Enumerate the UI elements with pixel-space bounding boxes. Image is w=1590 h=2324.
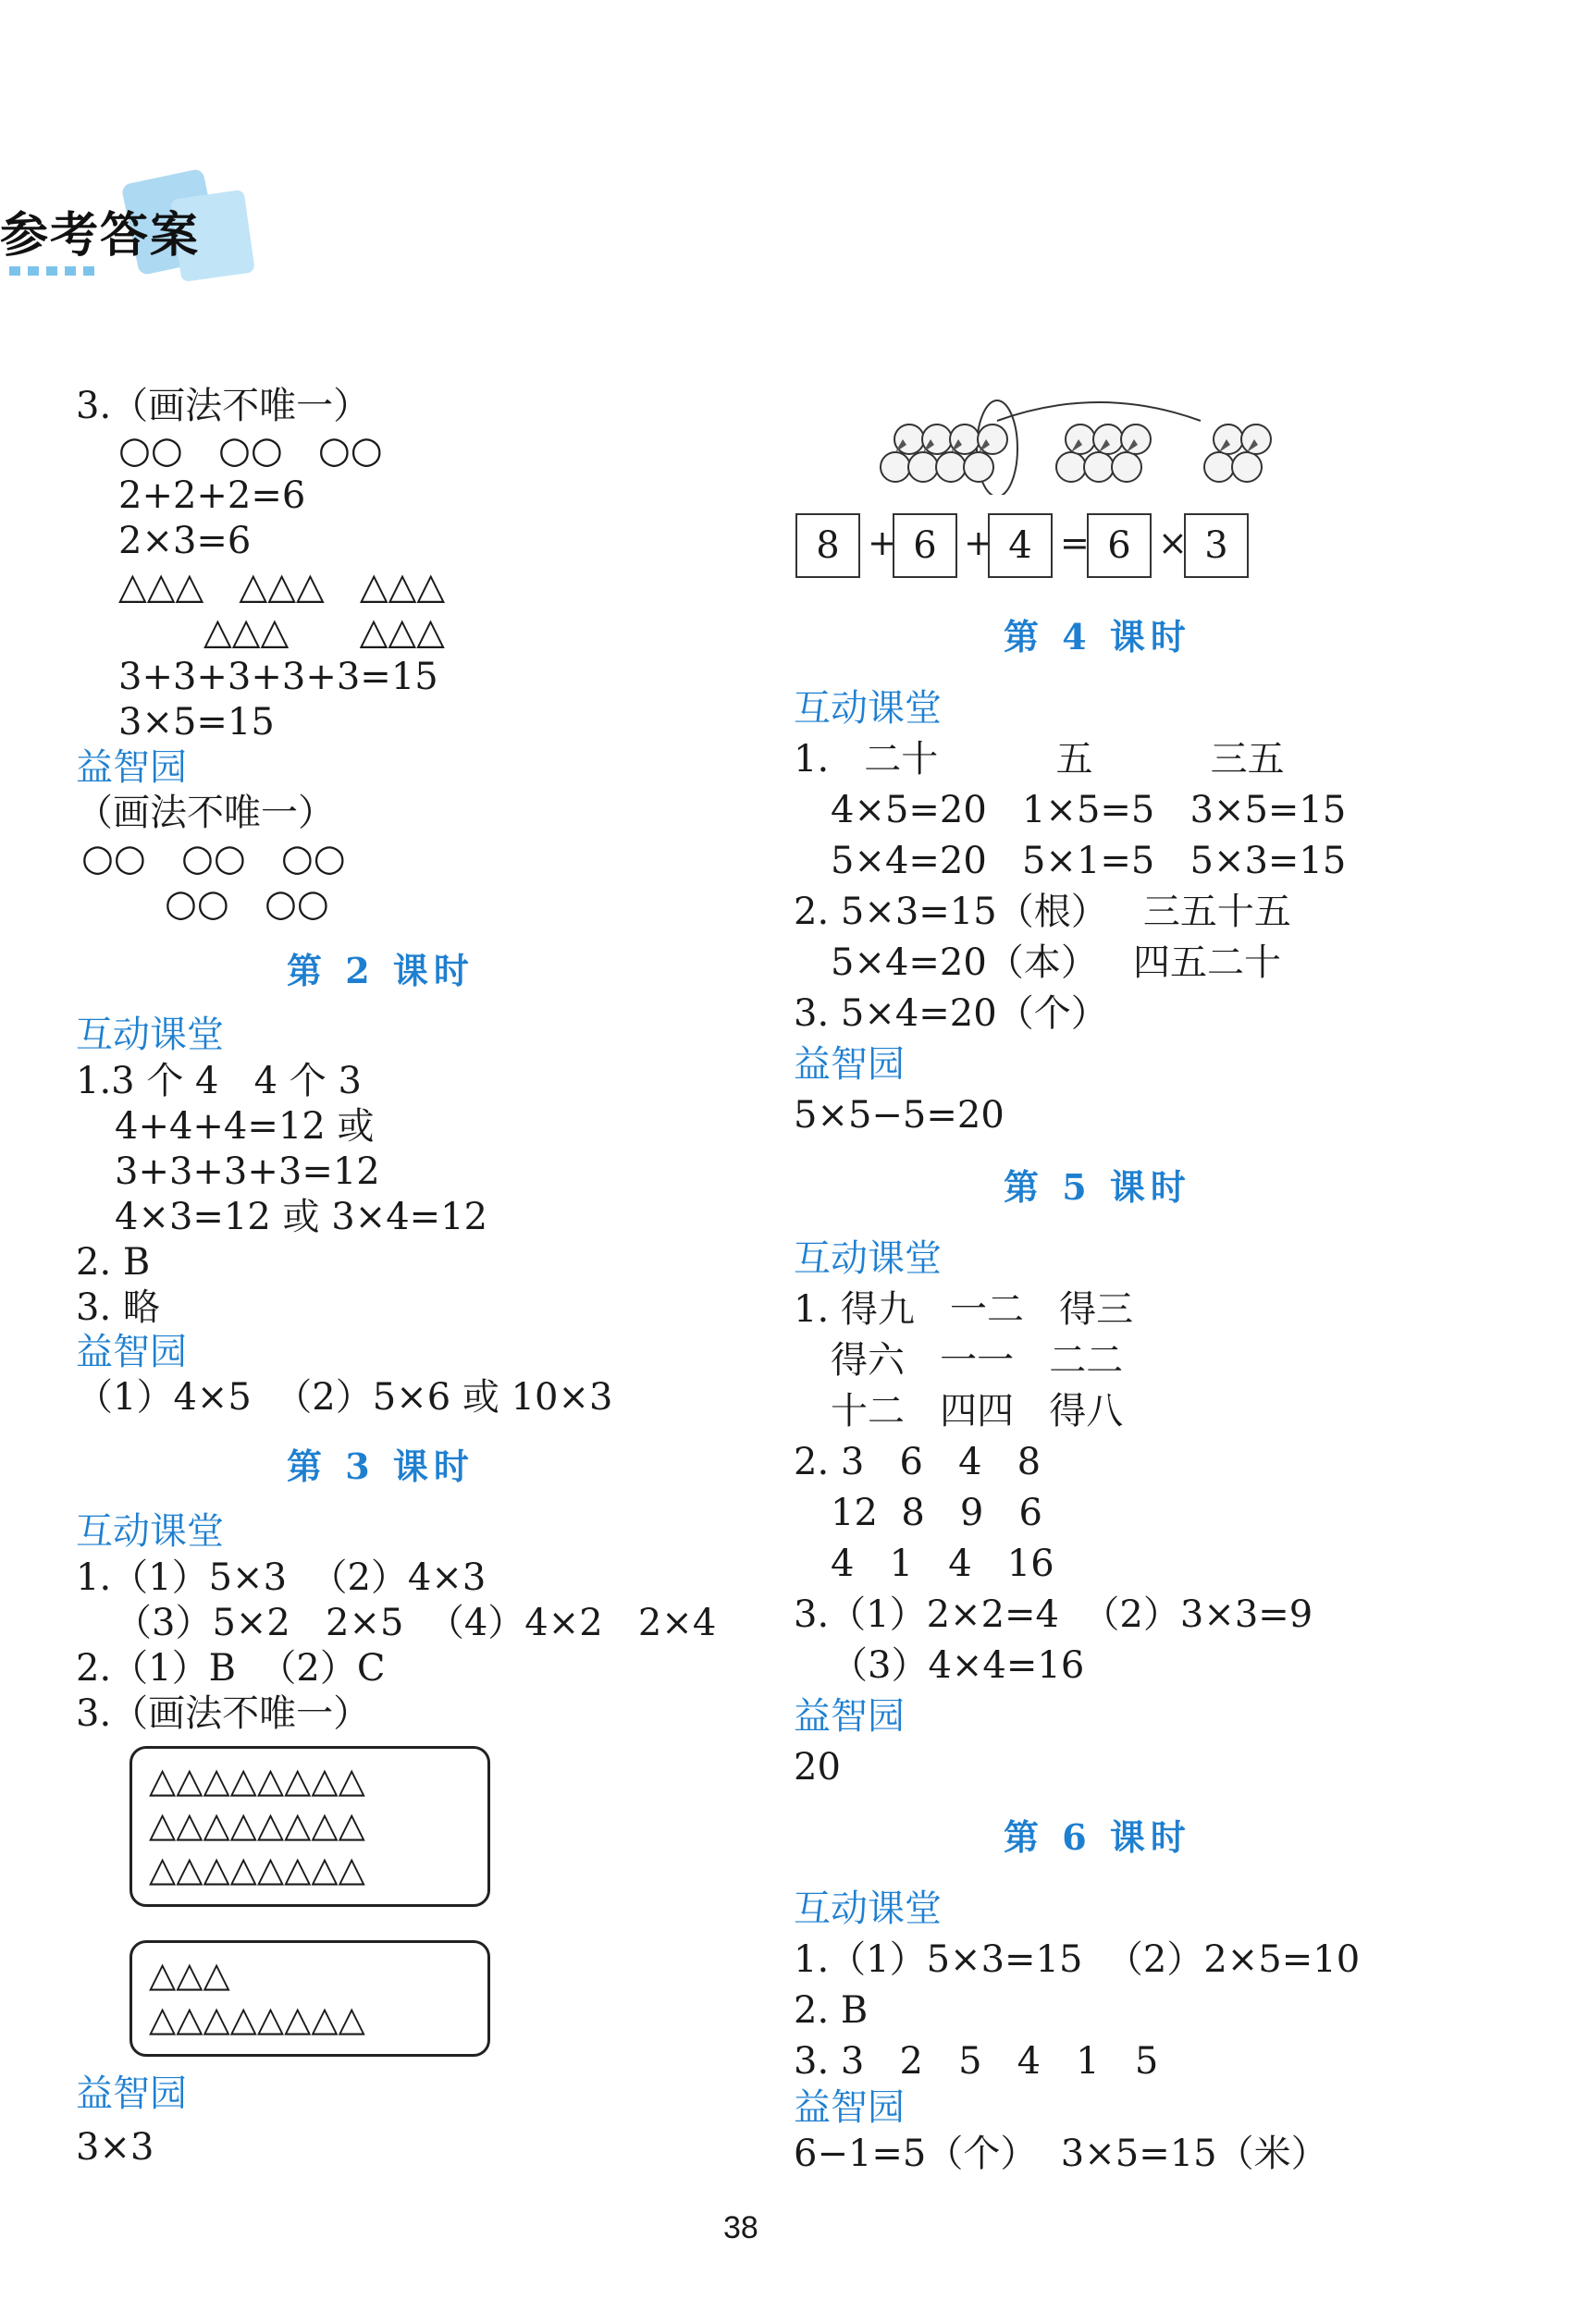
- note: （画法不唯一）: [76, 792, 335, 834]
- answer-line: 3×3: [76, 2126, 154, 2169]
- lesson-title: 第 2 课时: [287, 950, 475, 991]
- sequence-box: 6: [1087, 513, 1152, 578]
- answer-line: 4+4+4=12 或: [115, 1105, 375, 1148]
- section-heading-hudong: 互动课堂: [76, 1510, 224, 1553]
- section-heading-yizhiyuan: 益智园: [76, 1331, 187, 1373]
- answer-line: 1.（1）5×3=15 （2）2×5=10: [794, 1938, 1361, 1981]
- answer-line: 2. B: [76, 1241, 151, 1284]
- triangle-box-1: [129, 1746, 490, 1907]
- answer-line: 2. 3 6 4 8: [794, 1441, 1042, 1483]
- answer-line: 得六 一一 二二: [831, 1339, 1124, 1382]
- answer-line: 5×4=20（本） 四五二十: [831, 941, 1281, 984]
- answer-line: （3）4×4=16: [831, 1644, 1085, 1687]
- section-heading-yizhiyuan: 益智园: [76, 2072, 187, 2115]
- triangles-row: △△△ △△△ △△△: [118, 565, 446, 608]
- section-heading-yizhiyuan: 益智园: [794, 1043, 905, 1086]
- section-heading-yizhiyuan: 益智园: [76, 746, 187, 789]
- triangle-row: △△△△△△△△: [149, 1849, 365, 1889]
- circles-row: ○○ ○○ ○○: [81, 837, 346, 879]
- q3-heading: 3.（画法不唯一）: [76, 385, 371, 427]
- section-heading-hudong: 互动课堂: [794, 1887, 942, 1930]
- answer-line: 4×5=20 1×5=5 3×5=15: [831, 789, 1347, 831]
- lesson-title: 第 3 课时: [287, 1445, 475, 1487]
- answer-line: 12 8 9 6: [831, 1492, 1042, 1534]
- answer-line: 2.（1）B （2）C: [76, 1647, 386, 1690]
- answer-line: 5×4=20 5×1=5 5×3=15: [831, 840, 1347, 882]
- triangle-row: △△△△△△△△: [149, 1998, 365, 2039]
- sequence-box: 6: [893, 513, 957, 578]
- sequence-box: 3: [1184, 513, 1249, 578]
- triangles-row: △△△ △△△: [203, 610, 445, 653]
- triangle-row: △△△△△△△△: [149, 1804, 365, 1845]
- circles-row: ○○ ○○: [165, 882, 329, 925]
- answer-line: 2. B: [794, 1989, 869, 2032]
- answer-line: 3. 略: [76, 1286, 160, 1329]
- answer-line: 4 1 4 16: [831, 1543, 1054, 1585]
- answer-line: 3. 3 2 5 4 1 5: [794, 2040, 1159, 2083]
- answer-line: （3）5×2 2×5 （4）4×2 2×4: [115, 1602, 717, 1644]
- triangle-box-2: [129, 1940, 490, 2057]
- answer-line: 3+3+3+3=12: [115, 1150, 380, 1193]
- sequence-operator: =: [1060, 523, 1090, 563]
- answer-line: 5×5−5=20: [794, 1094, 1005, 1137]
- sequence-operator: +: [964, 523, 993, 563]
- answer-line: 1. 二十 五 三五: [794, 738, 1285, 781]
- answer-line: 2. 5×3=15（根） 三五十五: [794, 891, 1291, 933]
- pears-illustration: [877, 384, 1302, 495]
- lesson-title: 第 6 课时: [1004, 1816, 1191, 1858]
- section-heading-yizhiyuan: 益智园: [794, 1695, 905, 1738]
- section-heading-hudong: 互动课堂: [76, 1014, 224, 1056]
- section-heading-yizhiyuan: 益智园: [794, 2086, 905, 2129]
- answer-line: 6−1=5（个） 3×5=15（米）: [794, 2133, 1328, 2175]
- sequence-operator: +: [868, 523, 897, 563]
- answer-line: 1.3 个 4 4 个 3: [76, 1060, 362, 1102]
- section-heading-hudong: 互动课堂: [794, 687, 942, 730]
- answer-line: 3.（1）2×2=4 （2）3×3=9: [794, 1593, 1313, 1636]
- equation: 3×5=15: [118, 701, 275, 744]
- equation: 2×3=6: [118, 520, 252, 562]
- answer-line: 3.（画法不唯一）: [76, 1692, 371, 1735]
- equation: 2+2+2=6: [118, 474, 306, 517]
- answer-line: 20: [794, 1746, 841, 1789]
- page-number: 38: [723, 2210, 758, 2245]
- sequence-box: 8: [795, 513, 860, 578]
- equation: 3+3+3+3+3=15: [118, 656, 438, 698]
- answer-line: 1. 得九 一二 得三: [794, 1288, 1134, 1331]
- sequence-box: 4: [988, 513, 1053, 578]
- section-heading-hudong: 互动课堂: [794, 1237, 942, 1280]
- answer-line: 3. 5×4=20（个）: [794, 992, 1108, 1035]
- answer-line: （1）4×5 （2）5×6 或 10×3: [76, 1376, 613, 1419]
- answer-line: 4×3=12 或 3×4=12: [115, 1196, 488, 1238]
- triangle-row: △△△△△△△△: [149, 1760, 365, 1801]
- lesson-title: 第 5 课时: [1004, 1166, 1191, 1208]
- triangle-row: △△△: [149, 1954, 230, 1995]
- answer-line: 十二 四四 得八: [831, 1390, 1124, 1433]
- answer-line: 1.（1）5×3 （2）4×3: [76, 1556, 487, 1599]
- sequence-operator: ×: [1158, 523, 1188, 563]
- page-title: 参考答案: [0, 207, 201, 264]
- circles-row: ○○ ○○ ○○: [118, 429, 383, 472]
- lesson-title: 第 4 课时: [1004, 616, 1191, 658]
